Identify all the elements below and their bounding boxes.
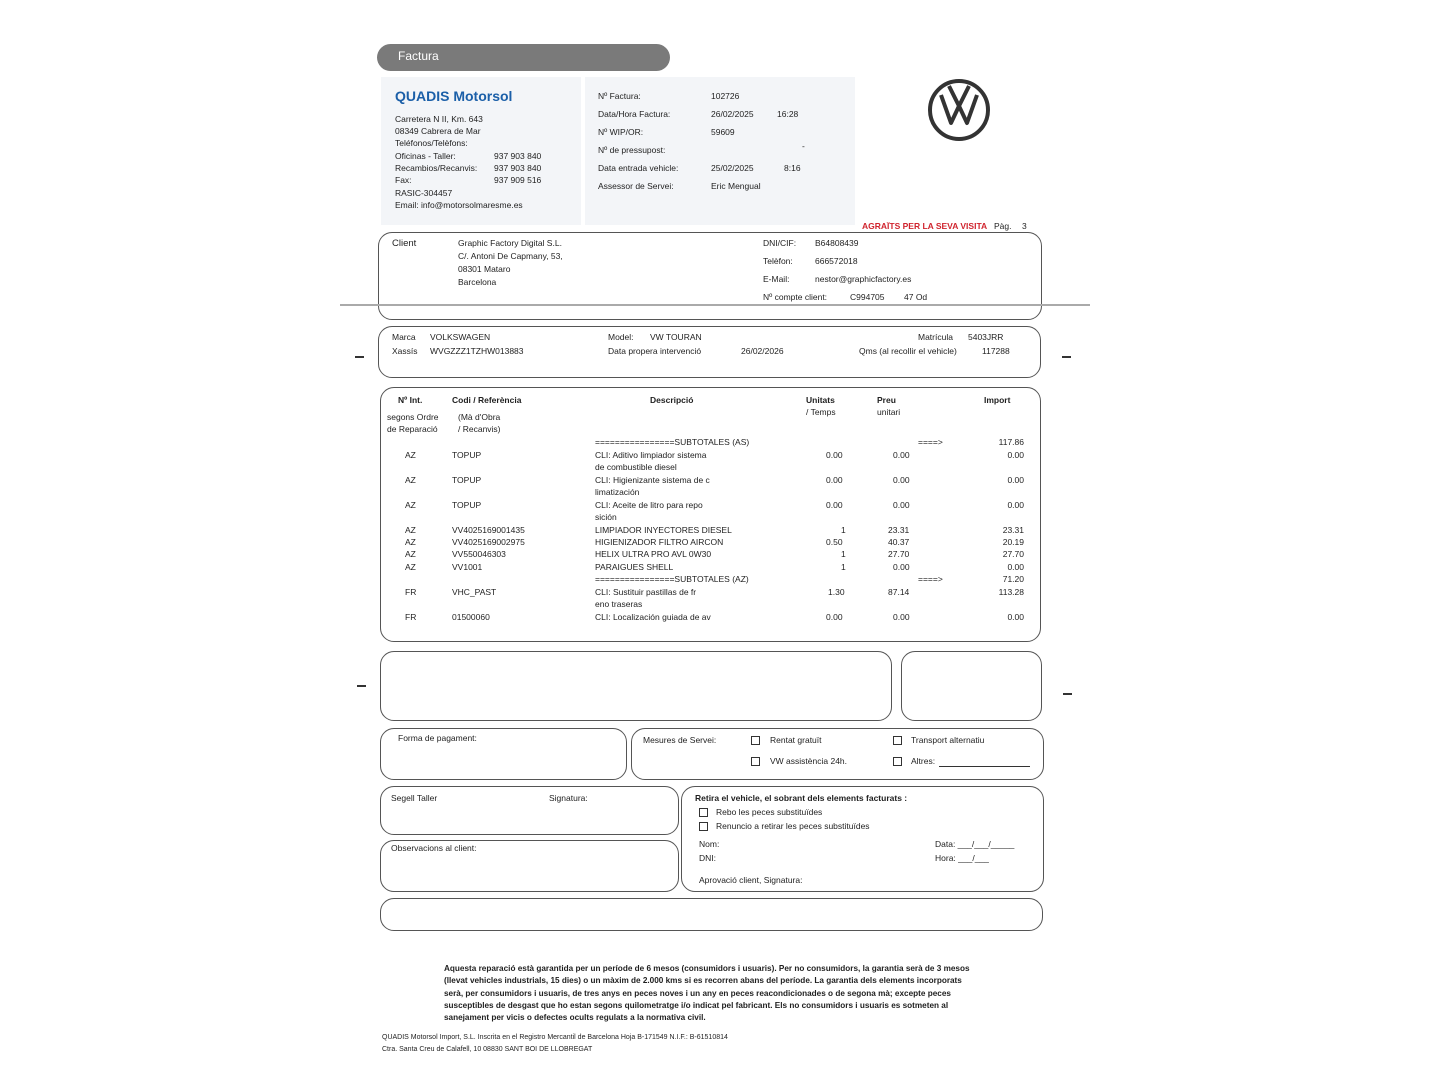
col-header-desc: Descripció [650, 395, 694, 405]
legal-line: QUADIS Motorsol Import, S.L. Inscrita en el Registro Mercantil de Barcelona Hoja B-171549 N.I.F.: B-61510814 [382, 1034, 728, 1041]
margin-mark [355, 356, 364, 358]
row-desc: CLI: Higienizante sistema de c [595, 475, 710, 485]
warranty-line: serà, per consumidors i usuaris, de tres anys en peces noves i un any en peces reacondicionades o de segona mà; excepte peces [444, 989, 951, 998]
dni-label: DNI: [699, 853, 716, 863]
invoice-field-label: Nº WIP/OR: [598, 127, 644, 137]
row-price: 40.37 [888, 537, 910, 547]
xassis-value: WVGZZZ1TZHW013883 [430, 346, 524, 356]
invoice-field-value: 59609 [711, 127, 735, 137]
segell-label: Segell Taller [391, 793, 438, 803]
matricula-label: Matrícula [918, 332, 953, 342]
row-code: VV4025169001435 [452, 525, 525, 535]
warranty-line: Aquesta reparació està garantida per un període de 6 mesos (consumidors i usuaris). Per no consumidors, la garantia serà de 3 mesos [444, 964, 970, 973]
dealer-name: QUADIS Motorsol [395, 88, 513, 104]
row-desc: LIMPIADOR INYECTORES DIESEL [595, 525, 732, 535]
row-amount: 0.00 [1007, 612, 1024, 622]
client-field-label: Nº compte client: [763, 292, 828, 302]
client-address: 08301 Mataro [458, 264, 511, 274]
row-units: 1 [841, 549, 846, 559]
checkbox-transport[interactable] [893, 736, 902, 745]
row-type: AZ [405, 500, 416, 510]
dealer-line: Carretera N II, Km. 643 [395, 114, 483, 124]
client-field-value: B64808439 [815, 238, 859, 248]
row-amount: 0.00 [1007, 562, 1024, 572]
client-address: Barcelona [458, 277, 497, 287]
phone-label: Fax: [395, 175, 412, 185]
invoice-field-value: 26/02/2025 [711, 109, 754, 119]
row-desc: HIGIENIZADOR FILTRO AIRCON [595, 537, 724, 547]
row-type: AZ [405, 549, 416, 559]
invoice-field-label: Data/Hora Factura: [598, 109, 671, 119]
row-code: VV550046303 [452, 549, 506, 559]
row-units: 1 [841, 525, 846, 535]
client-name: Graphic Factory Digital S.L. [458, 238, 562, 248]
altres-line [939, 766, 1030, 767]
warranty-line: sanejament per vicis o defectes ocults regulats a la normativa civil. [444, 1013, 706, 1022]
retira-title: Retira el vehicle, el sobrant dels elements facturats : [695, 793, 908, 803]
row-amount: 113.28 [998, 587, 1024, 597]
signatura-label: Signatura: [549, 793, 588, 803]
invoice-field-value: Eric Mengual [711, 181, 761, 191]
data-field: Data: ___/___/_____ [935, 839, 1015, 849]
model-label: Model: [608, 332, 634, 342]
row-desc: CLI: Aditivo limpiador sistema [595, 450, 707, 460]
margin-mark [1063, 693, 1072, 695]
divider-line [340, 304, 1090, 306]
invoice-field-label: Data entrada vehicle: [598, 163, 679, 173]
row-price: 0.00 [893, 562, 910, 572]
col-header-price: unitari [877, 407, 901, 417]
row-desc: HELIX ULTRA PRO AVL 0W30 [595, 549, 712, 559]
client-field-label: DNI/CIF: [763, 238, 797, 248]
invoice-field-value: 102726 [711, 91, 740, 101]
row-code: 01500060 [452, 612, 490, 622]
row-amount: 27.70 [1002, 549, 1024, 559]
totals-box [901, 651, 1042, 721]
row-price: ====> [918, 574, 943, 584]
row-type: AZ [405, 525, 416, 535]
observations-label: Observacions al client: [391, 843, 477, 853]
phone-value: 937 903 840 [494, 163, 542, 173]
row-price: 87.14 [888, 587, 910, 597]
vw-logo-icon [927, 78, 991, 142]
option-transport: Transport alternatiu [911, 735, 985, 745]
row-units: 1.30 [828, 587, 845, 597]
col-header-price: Preu [877, 395, 896, 405]
col-header-amount: Import [984, 395, 1011, 405]
client-field-label: E-Mail: [763, 274, 790, 284]
row-desc: ================SUBTOTALES (AZ) [595, 574, 749, 584]
page-label: Pàg. [994, 221, 1012, 231]
client-field-label: Telèfon: [763, 256, 793, 266]
notes-box [380, 651, 892, 721]
row-code: TOPUP [452, 450, 482, 460]
row-amount: 71.20 [1002, 574, 1024, 584]
row-desc: de combustible diesel [595, 462, 677, 472]
row-code: TOPUP [452, 500, 482, 510]
client-field-value: 666572018 [815, 256, 858, 266]
client-field-value: nestor@graphicfactory.es [815, 274, 912, 284]
next-intervention-label: Data propera intervenció [608, 346, 702, 356]
row-type: AZ [405, 450, 416, 460]
hora-field: Hora: ___/___ [935, 853, 989, 863]
row-amount: 20.19 [1002, 537, 1024, 547]
invoice-field-label: Nº de pressupost: [598, 145, 666, 155]
invoice-field-extra: - [802, 141, 805, 151]
warranty-line: susceptibles de desgast que ho estan segons quilometratge i/o indicat pel fabricant. Els no consumidors i usuaris es sotmeten al [444, 1001, 949, 1010]
xassis-label: Xassís [392, 346, 418, 356]
row-units: 0.00 [826, 475, 843, 485]
row-type: AZ [405, 475, 416, 485]
checkbox-renuncio[interactable] [699, 822, 708, 831]
row-desc: limatización [595, 487, 640, 497]
row-desc: ================SUBTOTALES (AS) [595, 437, 750, 447]
row-code: VV1001 [452, 562, 483, 572]
row-amount: 117.86 [998, 437, 1024, 447]
col-header-num: segons Ordre [387, 412, 439, 422]
row-code: VHC_PAST [452, 587, 497, 597]
bottom-box [380, 898, 1043, 931]
checkbox-rebo[interactable] [699, 808, 708, 817]
checkbox-altres[interactable] [893, 757, 902, 766]
invoice-field-label: Nº Factura: [598, 91, 641, 101]
row-units: 0.50 [826, 537, 843, 547]
dealer-line: Teléfonos/Telèfons: [395, 138, 468, 148]
row-desc: eno traseras [595, 599, 643, 609]
page-number: 3 [1022, 221, 1027, 231]
row-amount: 0.00 [1007, 475, 1024, 485]
row-desc: CLI: Localización guiada de av [595, 612, 711, 622]
row-amount: 0.00 [1007, 500, 1024, 510]
row-price: 0.00 [893, 500, 910, 510]
nom-label: Nom: [699, 839, 720, 849]
option-altres: Altres: [911, 756, 936, 766]
factura-tab-label: Factura [398, 49, 439, 63]
next-intervention-value: 26/02/2026 [741, 346, 784, 356]
model-value: VW TOURAN [650, 332, 702, 342]
option-rentat: Rentat gratuït [770, 735, 822, 745]
thanks-banner: AGRAÏTS PER LA SEVA VISITA [862, 221, 988, 231]
client-address: C/. Antoni De Capmany, 53, [458, 251, 563, 261]
margin-mark [357, 685, 366, 687]
margin-mark [1062, 356, 1071, 358]
phone-label: Oficinas - Taller: [395, 151, 456, 161]
col-header-units: / Temps [806, 407, 836, 417]
row-type: AZ [405, 537, 416, 547]
invoice-field-value: 25/02/2025 [711, 163, 754, 173]
aprovacio-label: Aprovació client, Signatura: [699, 875, 803, 885]
row-type: FR [405, 612, 417, 622]
row-amount: 23.31 [1002, 525, 1024, 535]
row-type: AZ [405, 562, 416, 572]
row-amount: 0.00 [1007, 450, 1024, 460]
col-header-code: / Recanvis) [458, 424, 501, 434]
row-desc: CLI: Aceite de litro para repo [595, 500, 703, 510]
invoice-field-extra: 8:16 [784, 163, 801, 173]
row-price: 27.70 [888, 549, 910, 559]
col-header-code: Codi / Referència [452, 395, 522, 405]
legal-line: Ctra. Santa Creu de Calafell, 10 08830 SANT BOI DE LLOBREGAT [382, 1046, 593, 1053]
checkbox-rentat[interactable] [751, 736, 760, 745]
dealer-line: 08349 Cabrera de Mar [395, 126, 481, 136]
dealer-email: Email: info@motorsolmaresme.es [395, 200, 523, 210]
warranty-line: (llevat vehicles industrials, 15 dies) o un màxim de 2.000 kms si es recorren abans del període. La garantia dels elements incorporats [444, 976, 962, 985]
forma-pagament-label: Forma de pagament: [398, 733, 477, 743]
row-units: 0.00 [826, 500, 843, 510]
marca-value: VOLKSWAGEN [430, 332, 491, 342]
phone-value: 937 903 840 [494, 151, 542, 161]
retira-option: Rebo les peces substituïdes [716, 807, 823, 817]
kms-value: 117288 [982, 346, 1010, 356]
row-units: 0.00 [826, 450, 843, 460]
client-label: Client [392, 238, 417, 249]
row-desc: CLI: Sustituir pastillas de fr [595, 587, 697, 597]
invoice-field-extra: 16:28 [777, 109, 799, 119]
client-field-extra: 47 Od [904, 292, 928, 302]
row-code: VV4025169002975 [452, 537, 525, 547]
option-assistencia: VW assistència 24h. [770, 756, 848, 766]
client-field-value: C994705 [850, 292, 885, 302]
row-price: ====> [918, 437, 943, 447]
row-code: TOPUP [452, 475, 482, 485]
marca-label: Marca [392, 332, 416, 342]
matricula-value: 5403JRR [968, 332, 1004, 342]
row-units: 0.00 [826, 612, 843, 622]
retira-option: Renuncio a retirar les peces substituïdes [716, 821, 870, 831]
checkbox-assistencia[interactable] [751, 757, 760, 766]
kms-label: Qms (al recollir el vehicle) [859, 346, 957, 356]
col-header-code: (Mà d'Obra [458, 412, 501, 422]
phone-value: 937 909 516 [494, 175, 542, 185]
row-units: 1 [841, 562, 846, 572]
row-desc: PARAIGUES SHELL [595, 562, 674, 572]
row-price: 0.00 [893, 450, 910, 460]
mesures-label: Mesures de Servei: [643, 735, 717, 745]
invoice-field-label: Assessor de Servei: [598, 181, 674, 191]
row-price: 0.00 [893, 612, 910, 622]
row-desc: sición [595, 512, 617, 522]
row-price: 23.31 [888, 525, 910, 535]
row-price: 0.00 [893, 475, 910, 485]
row-type: FR [405, 587, 417, 597]
col-header-units: Unitats [806, 395, 835, 405]
phone-label: Recambios/Recanvis: [395, 163, 478, 173]
col-header-num: Nº Int. [398, 395, 423, 405]
col-header-num: de Reparació [387, 424, 438, 434]
dealer-rasic: RASIC-304457 [395, 188, 453, 198]
